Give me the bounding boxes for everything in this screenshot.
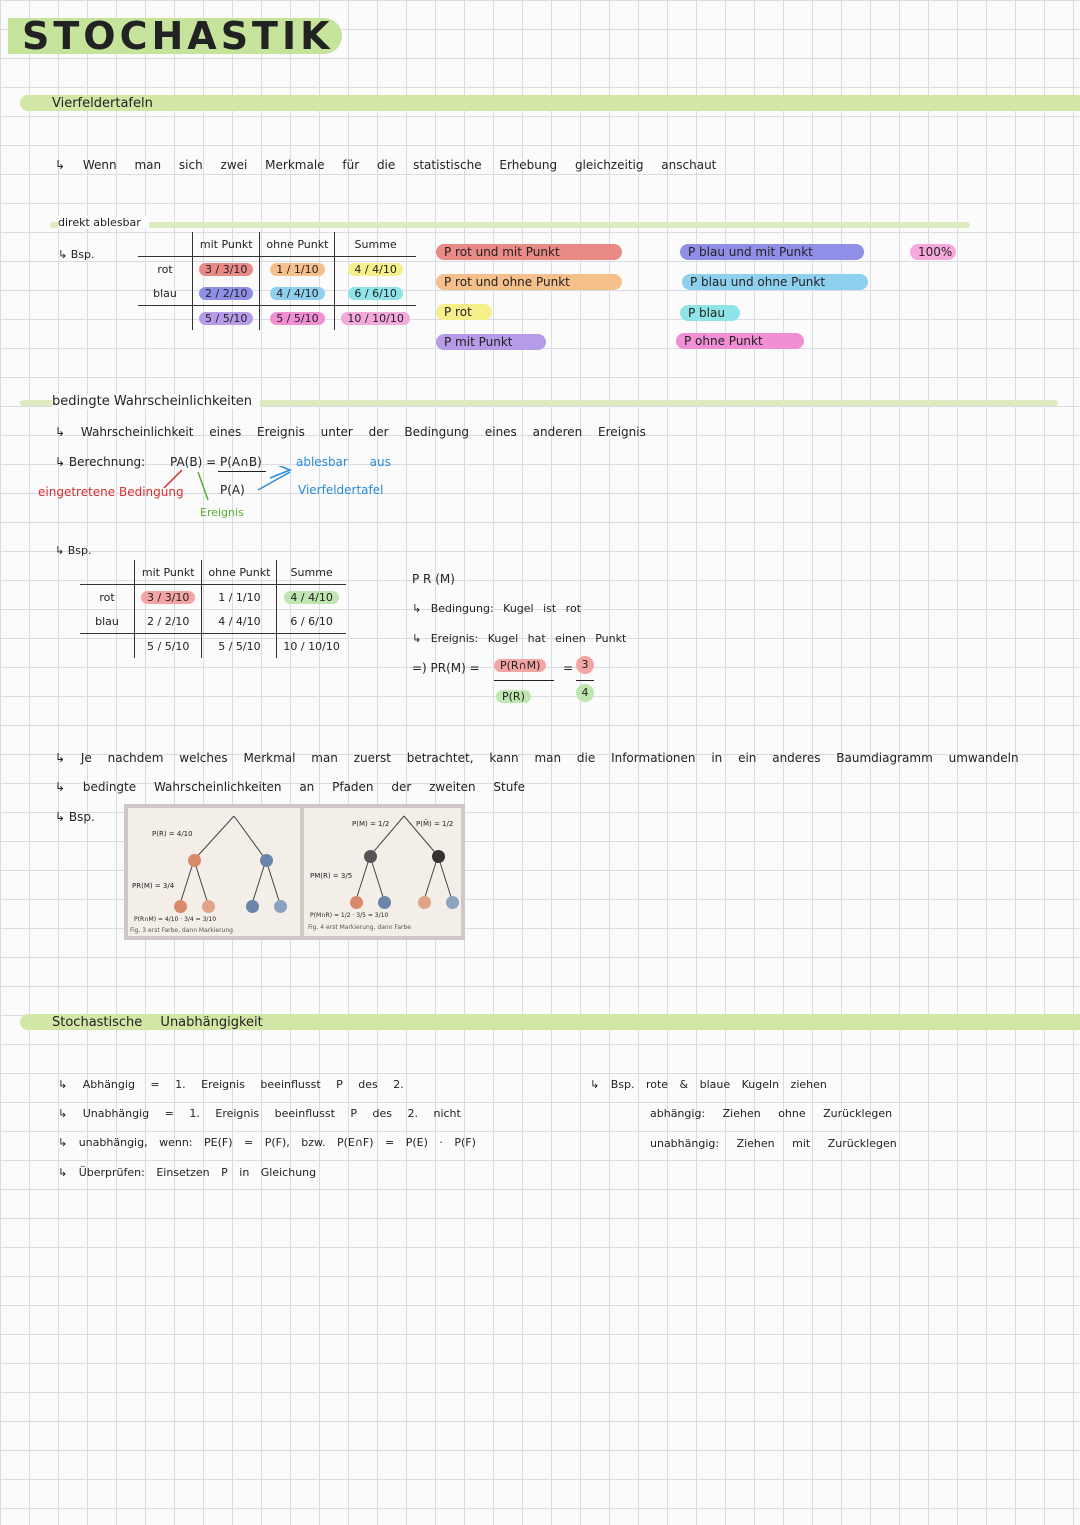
bsp-label-2: ↳ Bsp. <box>55 544 92 557</box>
cell-rot-ohne: 1 / 1/10 <box>270 263 324 276</box>
example-fraction-line <box>494 680 554 681</box>
cell-blau-mit-2: 2 / 2/10 <box>147 614 190 628</box>
legend-blau-mit: P blau und mit Punkt <box>680 244 864 260</box>
section-title-unabhaengig: Stochastische Unabhängigkeit <box>52 1015 263 1030</box>
ablesbar-label: ablesbar aus <box>296 455 391 469</box>
unabh-line-3: ↳ unabhängig, wenn: PE(F) = P(F), bzw. P(E∩F) = P(E) · P(F) <box>58 1136 476 1149</box>
legend-blau-ohne: P blau und ohne Punkt <box>682 274 868 290</box>
formula-numerator: PA(B) = P(A∩B) <box>170 455 262 469</box>
cell-blau-ohne: 4 / 4/10 <box>270 287 324 300</box>
formula-denominator: P(A) <box>220 483 245 497</box>
intro-sentence: Wenn man sich zwei Merkmale für die statistische Erhebung gleichzeitig anschaut <box>82 158 717 172</box>
legend-mit-punkt: P mit Punkt <box>436 334 546 350</box>
tree-figure-3 <box>128 808 300 936</box>
ball-blue-dot <box>246 900 259 913</box>
ball-blue-dot-2 <box>378 896 391 909</box>
cell-rot-ohne-2: 1 / 1/10 <box>218 590 261 604</box>
vierfeldertafel-2 <box>80 560 346 658</box>
header-summe-2: Summe <box>277 560 346 585</box>
fig4-pmbar: P(M̄) = 1/2 <box>416 820 454 828</box>
baum-bsp: ↳ Bsp. <box>55 810 95 824</box>
fig4-pmr: P(M∩R) = 1/2 · 3/5 = 3/10 <box>310 912 389 919</box>
section-bar-vierfelder <box>20 95 1080 111</box>
bedingte-definition: ↳ Wahrscheinlichkeit eines Ereignis unter der Bedingung eines anderen Ereignis <box>55 425 646 439</box>
cell-rot-mit-2: 3 / 3/10 <box>141 591 195 604</box>
legend-ohne-punkt: P ohne Punkt <box>676 333 804 349</box>
cell-sum-mit-2: 5 / 5/10 <box>147 639 190 653</box>
unabh-bsp-unabhaengig: unabhängig: Ziehen mit Zurücklegen <box>650 1137 897 1150</box>
ball-marked <box>364 850 377 863</box>
header-mit-punkt-2: mit Punkt <box>135 560 202 585</box>
example-result-prefix: =) PR(M) = <box>412 661 480 675</box>
fig4-pr: PM(R) = 3/5 <box>310 872 353 880</box>
cell-rot-mit: 3 / 3/10 <box>199 263 253 276</box>
example-title: P R (M) <box>412 572 455 586</box>
tree-figure-4 <box>304 808 461 936</box>
cell-blau-summe: 6 / 6/10 <box>348 287 402 300</box>
cell-rot-summe: 4 / 4/10 <box>348 263 402 276</box>
legend-blau: P blau <box>680 305 740 321</box>
ball-red-plain <box>202 900 215 913</box>
ball-blue-plain-2 <box>446 896 459 909</box>
legend-rot-ohne: P rot und ohne Punkt <box>436 274 622 290</box>
example-value-den: 4 <box>576 684 594 702</box>
cell-blau-mit: 2 / 2/10 <box>199 287 253 300</box>
baum-text-1: ↳ Je nachdem welches Merkmal man zuerst betrachtet, kann man die Informationen in ein anderes Baumdiagramm umwandeln <box>55 751 1019 765</box>
ball-red-dot <box>174 900 187 913</box>
header-ohne-punkt: ohne Punkt <box>260 232 335 257</box>
section-title-bedingte: bedingte Wahrscheinlichkeiten <box>52 394 260 409</box>
arrow-icon: ↳ <box>55 158 66 172</box>
unabh-bsp-title: ↳ Bsp. rote & blaue Kugeln ziehen <box>590 1078 827 1091</box>
ball-red <box>188 854 201 867</box>
formula-arrows <box>150 466 300 506</box>
cell-sum-ohne-2: 5 / 5/10 <box>218 639 261 653</box>
fig4-caption: Fig. 4 erst Markierung, dann Farbe <box>308 924 411 931</box>
cell-sum-total: 10 / 10/10 <box>341 312 409 325</box>
unabh-line-2: ↳ Unabhängig = 1. Ereignis beeinflusst P des 2. nicht <box>58 1107 461 1120</box>
cell-blau-summe-2: 6 / 6/10 <box>290 614 333 628</box>
row-label-blau: blau <box>153 286 177 300</box>
bsp-label-1: ↳ Bsp. <box>58 248 95 261</box>
fig3-pm: PR(M) = 3/4 <box>132 882 175 890</box>
fig4-pm: P(M) = 1/2 <box>352 820 390 828</box>
cell-sum-ohne: 5 / 5/10 <box>270 312 324 325</box>
row-label-rot-2: rot <box>99 590 115 604</box>
vierfeldertafel-1 <box>138 232 416 330</box>
fig3-pr: P(R) = 4/10 <box>152 830 193 838</box>
ball-blue <box>260 854 273 867</box>
subheading-direkt: direkt ablesbar <box>58 216 149 229</box>
fig3-prm: P(R∩M) = 4/10 · 3/4 = 3/10 <box>134 916 217 923</box>
cell-blau-ohne-2: 4 / 4/10 <box>218 614 261 628</box>
legend-rot: P rot <box>436 304 492 320</box>
example-value-num: 3 <box>576 656 594 674</box>
example-ereignis: ↳ Ereignis: Kugel hat einen Punkt <box>412 632 627 645</box>
tree-diagram-photo <box>124 804 465 940</box>
legend-rot-mit: P rot und mit Punkt <box>436 244 622 260</box>
unabh-bsp-abhaengig: abhängig: Ziehen ohne Zurücklegen <box>650 1107 893 1120</box>
fig3-caption: Fig. 3 erst Farbe, dann Markierung <box>130 927 233 934</box>
section-title-vierfelder: Vierfeldertafeln <box>52 96 153 111</box>
header-ohne-punkt-2: ohne Punkt <box>202 560 277 585</box>
baum-text-2: ↳ bedingte Wahrscheinlichkeiten an Pfaden der zweiten Stufe <box>55 780 525 794</box>
example-equals: = <box>563 661 574 675</box>
example-bedingung: ↳ Bedingung: Kugel ist rot <box>412 602 582 615</box>
example-denominator: P(R) <box>496 690 531 703</box>
ball-red-plain-2 <box>418 896 431 909</box>
subheading-bar <box>50 222 970 228</box>
cell-sum-mit: 5 / 5/10 <box>199 312 253 325</box>
ball-blue-plain <box>274 900 287 913</box>
legend-100-percent: 100% <box>910 244 956 260</box>
header-summe: Summe <box>335 232 416 257</box>
unabh-line-4: ↳ Überprüfen: Einsetzen P in Gleichung <box>58 1166 317 1179</box>
intro-text <box>55 158 716 172</box>
vierfeldertafel-label: Vierfeldertafel <box>298 483 384 497</box>
eingetretene-bedingung-label: eingetretene Bedingung <box>38 485 184 499</box>
example-value-line <box>576 680 594 681</box>
header-mit-punkt: mit Punkt <box>193 232 260 257</box>
ball-unmarked <box>432 850 445 863</box>
cell-rot-summe-2: 4 / 4/10 <box>284 591 338 604</box>
row-label-blau-2: blau <box>95 614 119 628</box>
unabh-line-1: ↳ Abhängig = 1. Ereignis beeinflusst P des 2. <box>58 1078 404 1091</box>
ball-red-dot-2 <box>350 896 363 909</box>
berechnung-label: ↳ Berechnung: <box>55 455 146 469</box>
cell-sum-total-2: 10 / 10/10 <box>283 639 340 653</box>
ereignis-label: Ereignis <box>200 506 244 519</box>
page-title: STOCHASTIK <box>8 18 342 54</box>
row-label-rot: rot <box>157 262 173 276</box>
example-numerator: P(R∩M) <box>494 659 546 672</box>
